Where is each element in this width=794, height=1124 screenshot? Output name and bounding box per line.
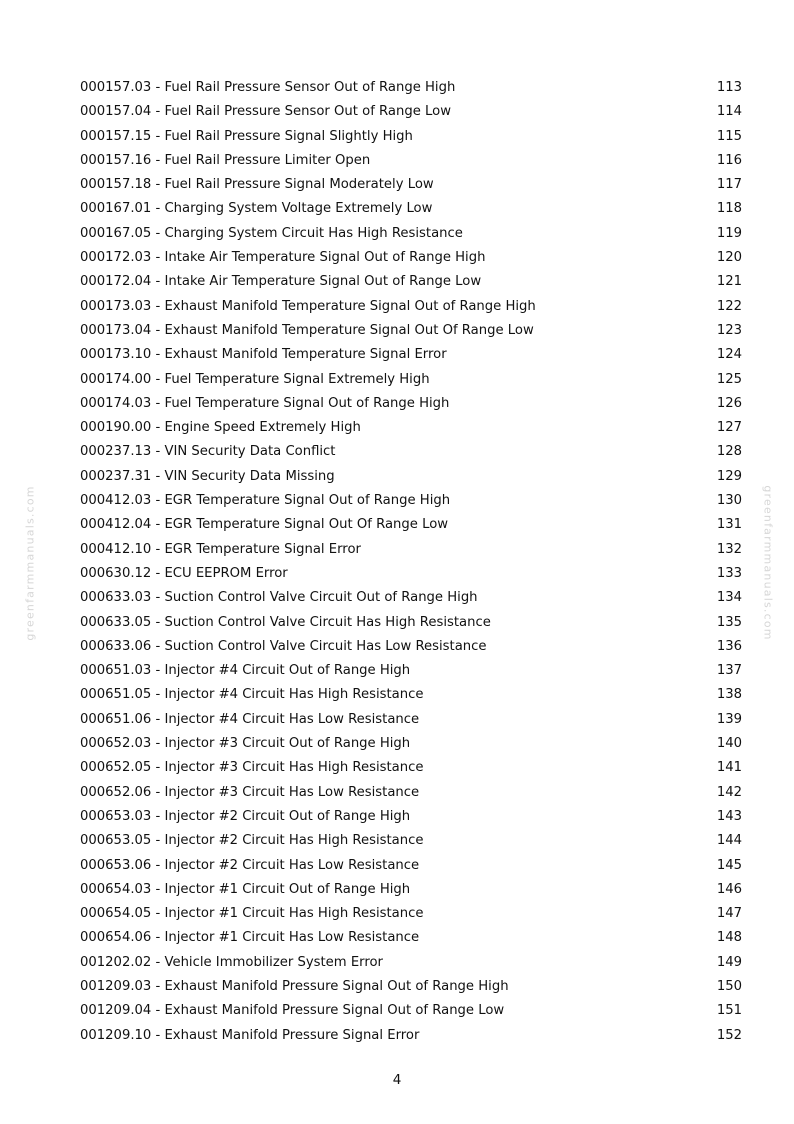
toc-entry[interactable] (80, 635, 742, 659)
toc-entry-page: 142 (716, 784, 742, 800)
toc-entry-page: 118 (716, 201, 742, 217)
toc-entry-page: 119 (716, 225, 742, 241)
toc-entry[interactable] (80, 489, 742, 513)
toc-entry[interactable] (80, 416, 742, 440)
toc-entry-page: 150 (716, 978, 742, 994)
toc-entry-page: 134 (716, 590, 742, 606)
toc-entry-page: 120 (716, 250, 742, 266)
toc-entry[interactable] (80, 392, 742, 416)
toc-entry[interactable] (80, 951, 742, 975)
toc-entry-title: 000172.04 - Intake Air Temperature Signal Out of Range Low (80, 274, 482, 290)
toc-entry[interactable] (80, 659, 742, 683)
toc-entry-page: 122 (716, 298, 742, 314)
toc-entry-page: 143 (716, 808, 742, 824)
toc-entry-title: 000157.18 - Fuel Rail Pressure Signal Moderately Low (80, 177, 434, 193)
toc-entry-page: 146 (716, 881, 742, 897)
toc-entry-page: 138 (716, 687, 742, 703)
toc-entry-page: 149 (716, 954, 742, 970)
watermark-right: greenfarmmanuals.com (761, 485, 775, 641)
toc-entry-page: 137 (716, 663, 742, 679)
toc-entry-title: 000653.05 - Injector #2 Circuit Has High Resistance (80, 833, 424, 849)
watermark-left: greenfarmmanuals.com (23, 485, 37, 641)
toc-entry-page: 135 (716, 614, 742, 630)
toc-entry-title: 000173.04 - Exhaust Manifold Temperature Signal Out Of Range Low (80, 322, 534, 338)
toc-entry-title: 000651.03 - Injector #4 Circuit Out of Range High (80, 663, 411, 679)
toc-entry-title: 000157.16 - Fuel Rail Pressure Limiter Open (80, 152, 371, 168)
toc-entry-page: 114 (716, 104, 742, 120)
toc-entry-title: 000173.10 - Exhaust Manifold Temperature Signal Error (80, 347, 447, 363)
toc-entry-page: 133 (716, 565, 742, 581)
toc-entry-title: 000157.15 - Fuel Rail Pressure Signal Slightly High (80, 128, 413, 144)
toc-entry-page: 141 (716, 760, 742, 776)
toc-entry-page: 124 (716, 347, 742, 363)
toc-entry-title: 000157.04 - Fuel Rail Pressure Sensor Out of Range Low (80, 104, 451, 120)
toc-entry[interactable] (80, 246, 742, 270)
toc-entry[interactable] (80, 611, 742, 635)
toc-entry[interactable] (80, 100, 742, 124)
toc-entry[interactable] (80, 295, 742, 319)
toc-entry[interactable] (80, 197, 742, 221)
toc-entry-title: 001209.10 - Exhaust Manifold Pressure Signal Error (80, 1027, 420, 1043)
toc-entry-page: 128 (716, 444, 742, 460)
toc-entry[interactable] (80, 805, 742, 829)
toc-entry-page: 148 (716, 930, 742, 946)
toc-entry-title: 000174.03 - Fuel Temperature Signal Out of Range High (80, 395, 450, 411)
toc-entry[interactable] (80, 222, 742, 246)
toc-entry-title: 001202.02 - Vehicle Immobilizer System Error (80, 954, 383, 970)
toc-entry-page: 117 (716, 177, 742, 193)
toc-entry-page: 115 (716, 128, 742, 144)
toc-entry-title: 001209.03 - Exhaust Manifold Pressure Signal Out of Range High (80, 978, 509, 994)
toc-entry-page: 131 (716, 517, 742, 533)
toc-entry[interactable] (80, 319, 742, 343)
toc-entry-page: 139 (716, 711, 742, 727)
toc-entry-page: 145 (716, 857, 742, 873)
toc-entry-title: 000172.03 - Intake Air Temperature Signal Out of Range High (80, 250, 486, 266)
toc-entry-page: 152 (716, 1027, 742, 1043)
toc-entry[interactable] (80, 562, 742, 586)
toc-entry[interactable] (80, 125, 742, 149)
toc-entry-page: 123 (716, 322, 742, 338)
toc-entry-title: 000633.06 - Suction Control Valve Circuit Has Low Resistance (80, 638, 487, 654)
toc-entry-page: 113 (716, 80, 742, 95)
toc-entry[interactable] (80, 76, 742, 100)
toc-entry-title: 000630.12 - ECU EEPROM Error (80, 565, 288, 581)
toc-entry-title: 000652.06 - Injector #3 Circuit Has Low Resistance (80, 784, 420, 800)
toc-entry-page: 147 (716, 906, 742, 922)
toc-entry-title: 000167.01 - Charging System Voltage Extremely Low (80, 201, 433, 217)
toc-entry-title: 000652.05 - Injector #3 Circuit Has High Resistance (80, 760, 424, 776)
toc-entry-page: 121 (716, 274, 742, 290)
toc-entry[interactable] (80, 708, 742, 732)
toc-entry[interactable] (80, 975, 742, 999)
toc-entry-title: 000652.03 - Injector #3 Circuit Out of Range High (80, 736, 411, 752)
toc-entry-page: 144 (716, 833, 742, 849)
toc-entry-page: 116 (716, 152, 742, 168)
toc-entry-title: 000174.00 - Fuel Temperature Signal Extremely High (80, 371, 430, 387)
toc-entry[interactable] (80, 781, 742, 805)
toc-entry-title: 000173.03 - Exhaust Manifold Temperature Signal Out of Range High (80, 298, 536, 314)
toc-entry[interactable] (80, 1024, 742, 1048)
toc-entry[interactable] (80, 465, 742, 489)
toc-entry-title: 000654.06 - Injector #1 Circuit Has Low Resistance (80, 930, 420, 946)
toc-entry[interactable] (80, 683, 742, 707)
toc-entry-title: 001209.04 - Exhaust Manifold Pressure Signal Out of Range Low (80, 1003, 505, 1019)
toc-entry[interactable] (80, 926, 742, 950)
toc-entry-title: 000167.05 - Charging System Circuit Has High Resistance (80, 225, 463, 241)
toc-entry-title: 000412.04 - EGR Temperature Signal Out Of Range Low (80, 517, 449, 533)
toc-entry[interactable] (80, 756, 742, 780)
toc-entry[interactable] (80, 829, 742, 853)
table-of-contents (80, 76, 742, 1048)
toc-entry-page: 136 (716, 638, 742, 654)
toc-entry-page: 151 (716, 1003, 742, 1019)
toc-entry[interactable] (80, 538, 742, 562)
toc-entry-title: 000651.05 - Injector #4 Circuit Has High Resistance (80, 687, 424, 703)
toc-entry[interactable] (80, 368, 742, 392)
toc-entry-title: 000412.03 - EGR Temperature Signal Out of Range High (80, 493, 451, 509)
page-number: 4 (392, 1072, 402, 1088)
toc-entry-title: 000633.03 - Suction Control Valve Circuit Out of Range High (80, 590, 478, 606)
toc-entry[interactable] (80, 173, 742, 197)
toc-entry-title: 000653.03 - Injector #2 Circuit Out of Range High (80, 808, 411, 824)
toc-entry-page: 129 (716, 468, 742, 484)
toc-entry-title: 000237.13 - VIN Security Data Conflict (80, 444, 336, 460)
toc-entry-page: 140 (716, 736, 742, 752)
toc-entry-page: 125 (716, 371, 742, 387)
toc-entry[interactable] (80, 513, 742, 537)
toc-entry-title: 000653.06 - Injector #2 Circuit Has Low Resistance (80, 857, 420, 873)
toc-entry[interactable] (80, 878, 742, 902)
toc-entry-page: 127 (716, 420, 742, 436)
toc-entry-title: 000654.03 - Injector #1 Circuit Out of Range High (80, 881, 411, 897)
toc-entry-title: 000190.00 - Engine Speed Extremely High (80, 420, 361, 436)
toc-entry-page: 126 (716, 395, 742, 411)
toc-entry-title: 000651.06 - Injector #4 Circuit Has Low Resistance (80, 711, 420, 727)
toc-entry-title: 000237.31 - VIN Security Data Missing (80, 468, 335, 484)
toc-entry[interactable] (80, 440, 742, 464)
toc-entry[interactable] (80, 999, 742, 1023)
toc-entry[interactable] (80, 270, 742, 294)
toc-entry[interactable] (80, 343, 742, 367)
toc-entry[interactable] (80, 732, 742, 756)
toc-entry[interactable] (80, 586, 742, 610)
toc-entry-page: 130 (716, 493, 742, 509)
toc-entry-title: 000633.05 - Suction Control Valve Circuit Has High Resistance (80, 614, 491, 630)
toc-entry-title: 000412.10 - EGR Temperature Signal Error (80, 541, 361, 557)
toc-entry[interactable] (80, 902, 742, 926)
toc-entry-title: 000654.05 - Injector #1 Circuit Has High Resistance (80, 906, 424, 922)
toc-entry[interactable] (80, 149, 742, 173)
toc-entry-page: 132 (716, 541, 742, 557)
toc-entry[interactable] (80, 854, 742, 878)
toc-entry-title: 000157.03 - Fuel Rail Pressure Sensor Out of Range High (80, 80, 456, 95)
